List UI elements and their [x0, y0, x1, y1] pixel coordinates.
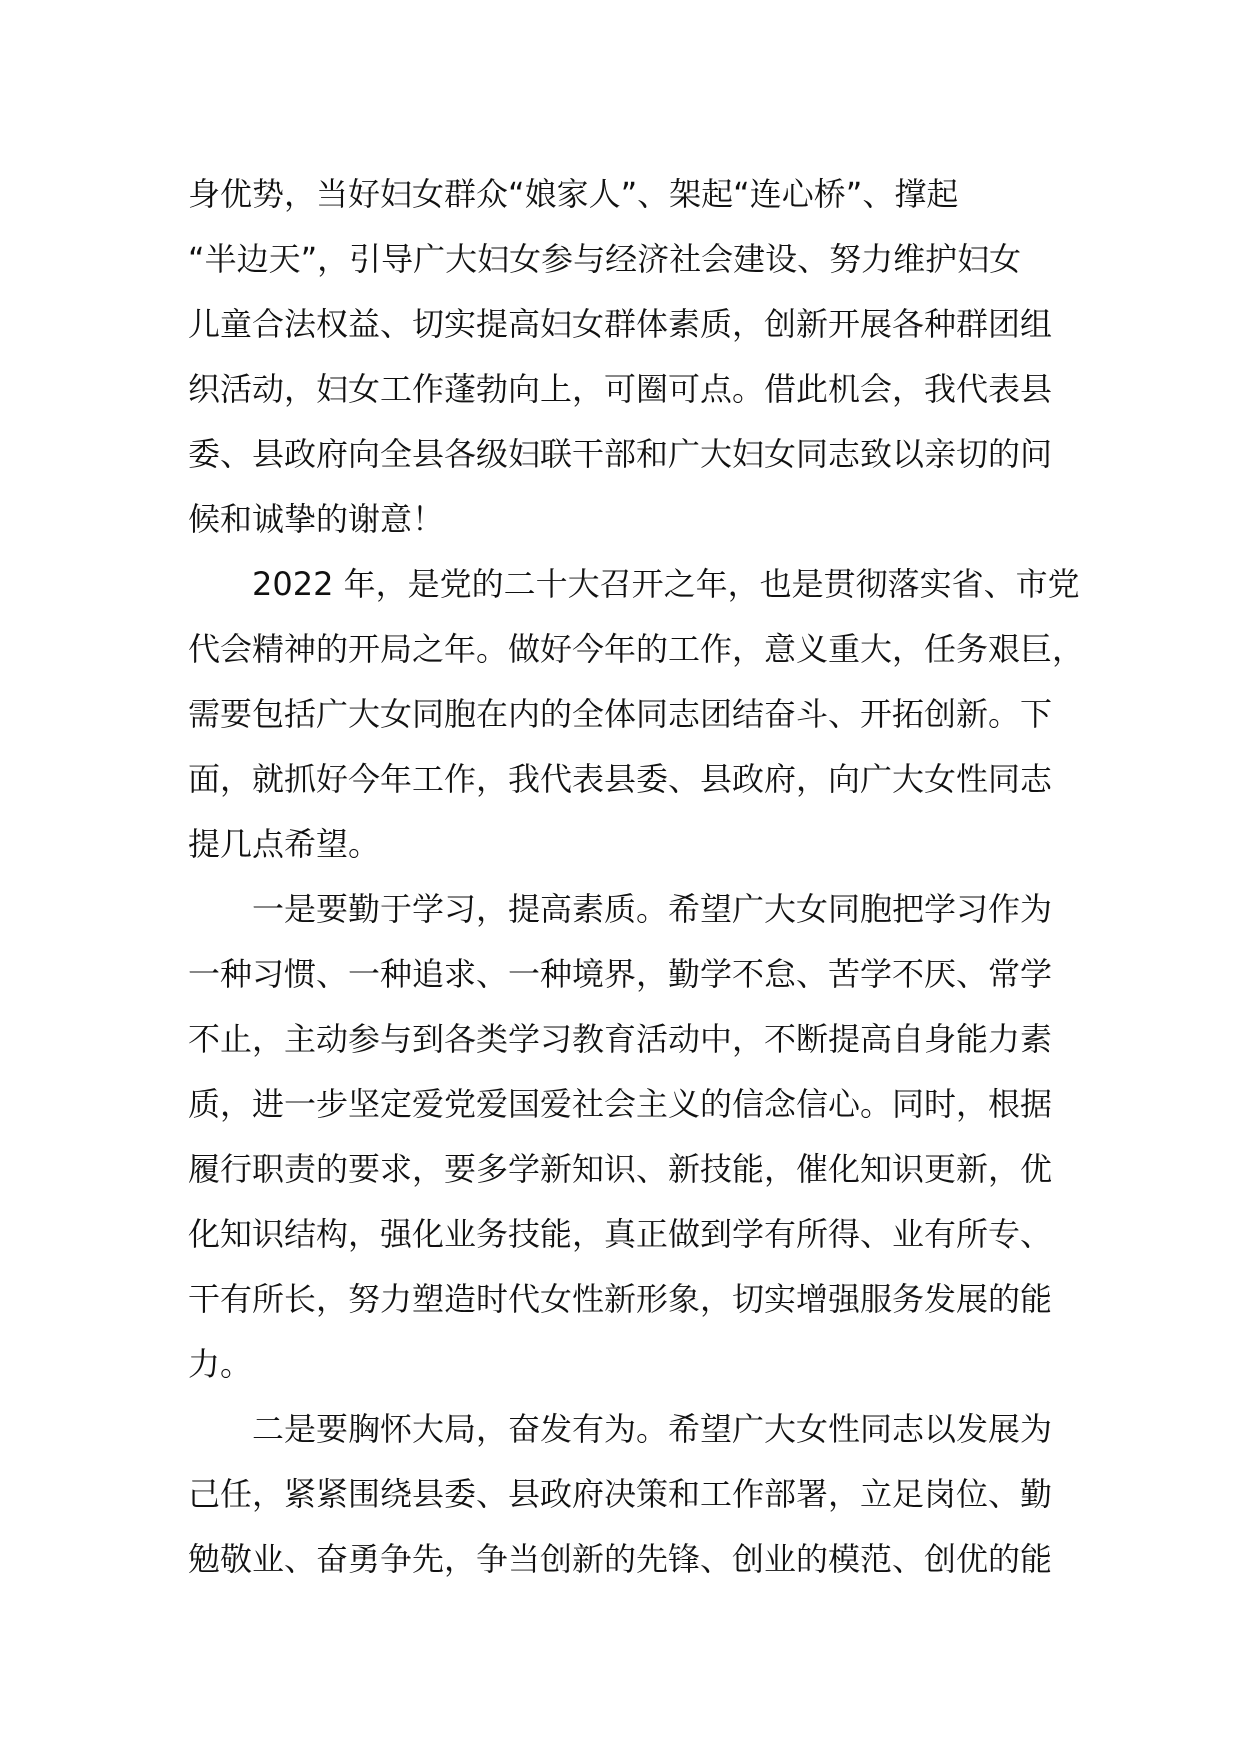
paragraph-first-line: 2022 年，是党的二十大召开之年，也是贯彻落实省、市党: [252, 565, 1080, 603]
text-line: 代会精神的开局之年。做好今年的工作，意义重大，任务艰巨，: [188, 630, 1085, 668]
paragraph-first-line: 一是要勤于学习，提高素质。希望广大女同胞把学习作为: [252, 890, 1053, 928]
text-line: 干有所长，努力塑造时代女性新形象，切实增强服务发展的能: [188, 1280, 1053, 1318]
text-line: 质，进一步坚定爱党爱国爱社会主义的信念信心。同时，根据: [188, 1085, 1053, 1123]
text-line: 委、县政府向全县各级妇联干部和广大妇女同志致以亲切的问: [188, 435, 1053, 473]
text-line: 履行职责的要求，要多学新知识、新技能，催化知识更新，优: [188, 1150, 1053, 1188]
text-line: 化知识结构，强化业务技能，真正做到学有所得、业有所专、: [188, 1215, 1053, 1253]
text-line: 儿童合法权益、切实提高妇女群体素质，创新开展各种群团组: [188, 305, 1053, 343]
text-line: 候和诚挚的谢意！: [188, 500, 445, 538]
text-line: 不止，主动参与到各类学习教育活动中，不断提高自身能力素: [188, 1020, 1053, 1058]
text-line: 提几点希望。: [188, 825, 381, 863]
text-line: 勉敬业、奋勇争先，争当创新的先锋、创业的模范、创优的能: [188, 1540, 1053, 1578]
text-line: 面，就抓好今年工作，我代表县委、县政府，向广大女性同志: [188, 760, 1053, 798]
paragraph-first-line: 二是要胸怀大局，奋发有为。希望广大女性同志以发展为: [252, 1410, 1053, 1448]
text-line: 己任，紧紧围绕县委、县政府决策和工作部署，立足岗位、勤: [188, 1475, 1053, 1513]
text-line: 一种习惯、一种追求、一种境界，勤学不怠、苦学不厌、常学: [188, 955, 1053, 993]
text-line: “半边天”，引导广大妇女参与经济社会建设、努力维护妇女: [188, 240, 1022, 278]
text-line: 织活动，妇女工作蓬勃向上，可圈可点。借此机会，我代表县: [188, 370, 1053, 408]
document-body: [188, 162, 1085, 1592]
text-line: 身优势，当好妇女群众“娘家人”、架起“连心桥”、撑起: [188, 175, 959, 213]
text-line: 力。: [188, 1345, 253, 1383]
text-line: 需要包括广大女同胞在内的全体同志团结奋斗、开拓创新。下: [188, 695, 1053, 733]
